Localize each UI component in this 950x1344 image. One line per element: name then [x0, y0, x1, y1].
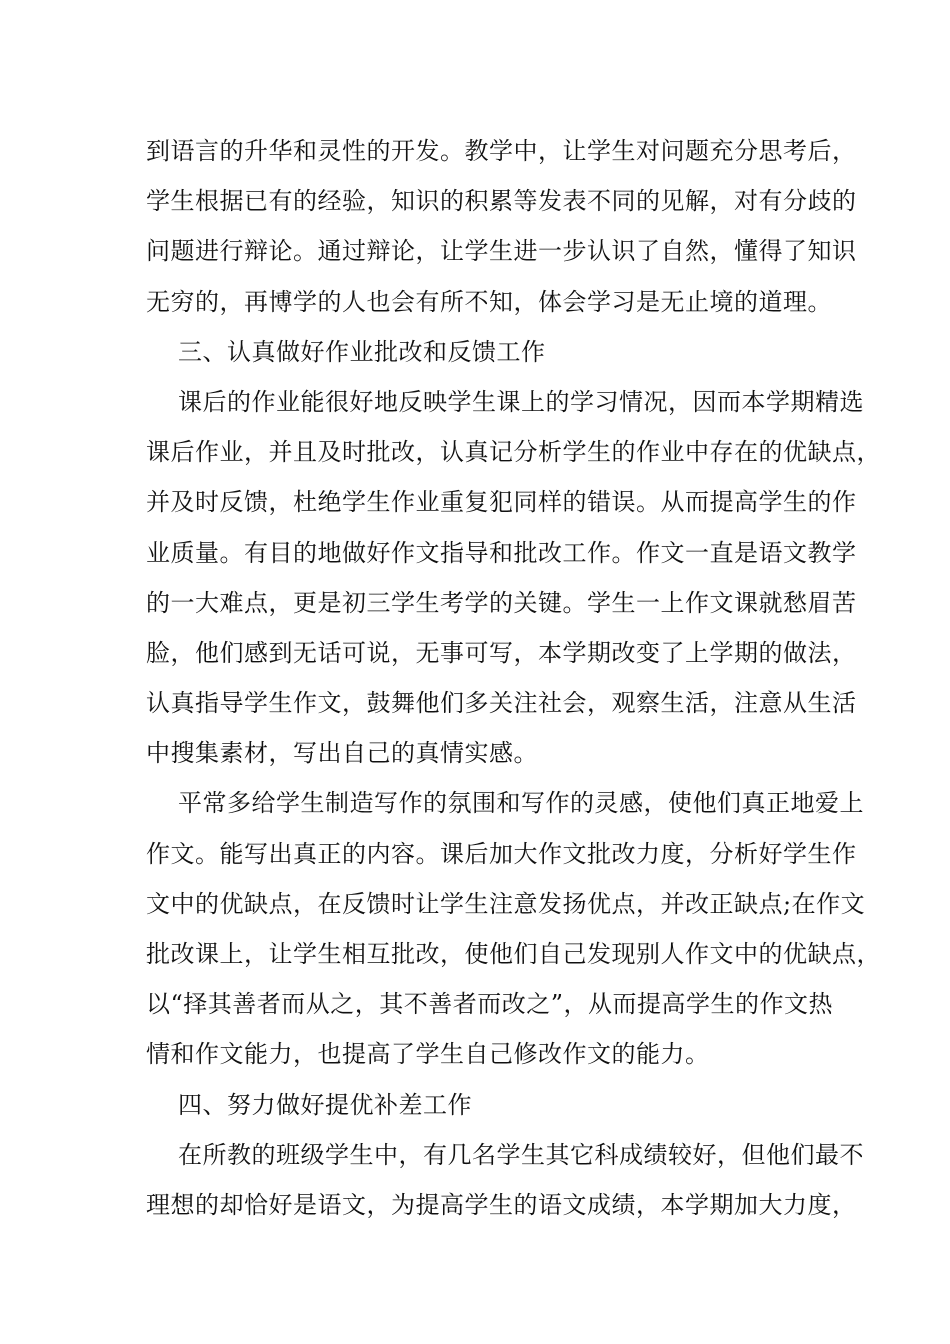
- text-line: 课后作业，并且及时批改，认真记分析学生的作业中存在的优缺点，: [146, 438, 881, 467]
- text-line: 文中的优缺点，在反馈时让学生注意发扬优点，并改正缺点;在作文: [146, 889, 866, 918]
- text-line: 中搜集素材，写出自己的真情实感。: [146, 739, 538, 768]
- text-line: 作文。能写出真正的内容。课后加大作文批改力度，分析好学生作: [146, 839, 857, 868]
- text-line: 以“择其善者而从之，其不善者而改之”，从而提高学生的作文热: [146, 990, 834, 1019]
- text-line: 并及时反馈，杜绝学生作业重复犯同样的错误。从而提高学生的作: [146, 488, 857, 517]
- text-line: 到语言的升华和灵性的开发。教学中，让学生对问题充分思考后，: [146, 137, 857, 165]
- text-line: 学生根据已有的经验，知识的积累等发表不同的见解，对有分歧的: [146, 187, 857, 216]
- text-line: 认真指导学生作文，鼓舞他们多关注社会，观察生活，注意从生活: [146, 689, 857, 718]
- text-line: 的一大难点，更是初三学生考学的关键。学生一上作文课就愁眉苦: [146, 588, 857, 617]
- document-body: [146, 126, 881, 1230]
- text-line: 无穷的，再博学的人也会有所不知，体会学习是无止境的道理。: [146, 287, 832, 316]
- text-line: 问题进行辩论。通过辩论，让学生进一步认识了自然，懂得了知识: [146, 237, 857, 266]
- text-line: 在所教的班级学生中，有几名学生其它科成绩较好，但他们最不: [178, 1140, 864, 1169]
- text-line: 批改课上，让学生相互批改，使他们自己发现别人作文中的优缺点，: [146, 940, 881, 968]
- text-line: 理想的却恰好是语文，为提高学生的语文成绩，本学期加大力度，: [146, 1190, 857, 1219]
- text-line: 课后的作业能很好地反映学生课上的学习情况，因而本学期精选: [178, 387, 864, 416]
- section-heading: 四、努力做好提优补差工作: [178, 1090, 472, 1119]
- text-line: 情和作文能力，也提高了学生自己修改作文的能力。: [146, 1040, 710, 1069]
- text-line: 平常多给学生制造写作的氛围和写作的灵感，使他们真正地爱上: [178, 789, 864, 818]
- text-line: 脸，他们感到无话可说，无事可写，本学期改变了上学期的做法，: [146, 638, 857, 667]
- text-line: 业质量。有目的地做好作文指导和批改工作。作文一直是语文教学: [146, 538, 857, 567]
- section-heading: 三、认真做好作业批改和反馈工作: [178, 337, 546, 366]
